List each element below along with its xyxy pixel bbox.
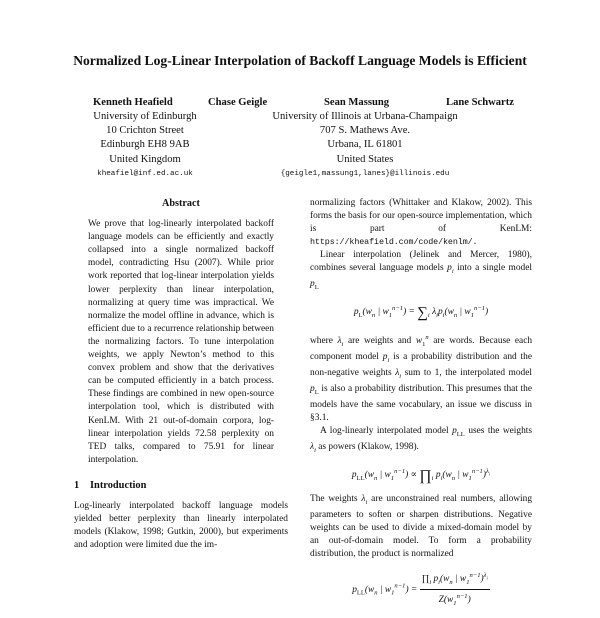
- intro-paragraph: Log-linearly interpolated backoff language models yielded better perplexity than linearly interpolated models (Klakow, 1998; Gutkin, 2000), but experiments and adoption were limited due the im-: [74, 500, 288, 551]
- paragraph: normalizing factors (Whittaker and Klakow, 2002). This forms the basis for our open-source implementation, which is part of KenLM: https://kheafield.com/code/kenlm/.: [310, 198, 532, 248]
- author-name: Chase Geigle: [208, 97, 268, 108]
- paragraph: Linear interpolation (Jelinek and Mercer, 1980), combines several language models $p_i$ into a single model $p_L$: [310, 250, 532, 292]
- affiliation-line: United States: [336, 153, 394, 165]
- affiliation-edinburgh: [60, 110, 230, 181]
- right-column: [310, 197, 532, 618]
- equation-loglinear: $p_{LL}(w_n$ | $w_1^{n-1}$) ∝ $\prod_i$ $p_i(w_n$ | $w_1^{n-1})^{\lambda_i}$: [351, 467, 491, 484]
- paper-title: Normalized Log-Linear Interpolation of Backoff Language Models is Efficient: [73, 53, 527, 68]
- paragraph: A log-linearly interpolated model $p_{LL}$ uses the weights $\lambda_i$ as powers (Klakow, 1998).: [310, 425, 533, 454]
- section-number: 1: [74, 479, 80, 491]
- affiliation-illinois: [250, 110, 480, 181]
- affiliation-line: United Kingdom: [109, 153, 181, 165]
- abstract: [74, 218, 288, 467]
- paragraph: where $\lambda_i$ are weights and $w_1^n$ are words. Because each component model $p_i$ is a probability distribution and the non-negative weights $\lambda_i$ sum to 1, the interpolated model $p_L$ is also a probability distribution. This presumes that the models have the same vocabulary, an issue we discuss in §3.1.: [310, 333, 533, 423]
- author-block: [0, 96, 600, 182]
- section-title: Introduction: [90, 479, 147, 491]
- paragraph: The weights $\lambda_i$ are unconstrained real numbers, allowing parameters to soften or sharpen distributions. Negative weights can be used to divide a mixed-domain model by an out-of-domain model. To form a probability distribution, the product is normalized: [310, 493, 533, 559]
- affiliation-line: 707 S. Mathews Ave.: [319, 125, 411, 137]
- author-name: Sean Massung: [324, 97, 390, 108]
- abstract-text: We prove that log-linearly interpolated backoff language models can be efficiently and exactly collapsed into a single normalized backoff model, contradicting Hsu (2007). While prior work reported that log-linear interpolation yields lower perplexity than linear interpolation, normalizing at query time was impractical. We normalize the model offline in advance, which is efficient due to a recurrence relationship between the normalizing factors. To tune interpolation weights, we apply Newton’s method to this convex problem and show that the derivatives can be computed efficiently in a batch process. These findings are combined in new open-source interpolation tool, which is distributed with KenLM. With 21 out-of-domain corpora, log-linear interpolation yields 72.58 perplexity on TED talks, compared to 75.91 for linear interpolation.: [88, 219, 274, 465]
- affiliation-line: University of Illinois at Urbana-Champaign: [272, 111, 458, 122]
- abstract-heading: Abstract: [162, 198, 200, 209]
- author-name: Kenneth Heafield: [93, 97, 173, 108]
- left-column: [74, 197, 288, 552]
- affiliation-line: Urbana, IL 61801: [327, 139, 403, 151]
- affiliation-line: University of Edinburgh: [93, 111, 197, 122]
- email: {geigle1,massung1,lanes}@illinois.edu: [280, 169, 450, 178]
- affiliation-line: Edinburgh EH8 9AB: [100, 139, 190, 151]
- affiliation-line: 10 Crichton Street: [106, 125, 184, 137]
- email: kheafiel@inf.ed.ac.uk: [97, 169, 193, 178]
- equation-linear: $p_L(w_n$ | $w_1^{n-1}) = \sum_i$ $\lambda_ip_i(w_n$ | $w_1^{n-1}$): [353, 305, 489, 322]
- section-heading: [74, 479, 288, 492]
- equation-normalized: $p_{LL}(w_n$ | $w_1^{n-1}$) = $\frac{\prod_i p_i(w_n | w_1^{n-1})^{\lambda_i}}{Z(w_1^{n-1})}$: [310, 569, 532, 610]
- author-name: Lane Schwartz: [446, 97, 514, 108]
- kenlm-url[interactable]: https://kheafield.com/code/kenlm/.: [310, 237, 478, 248]
